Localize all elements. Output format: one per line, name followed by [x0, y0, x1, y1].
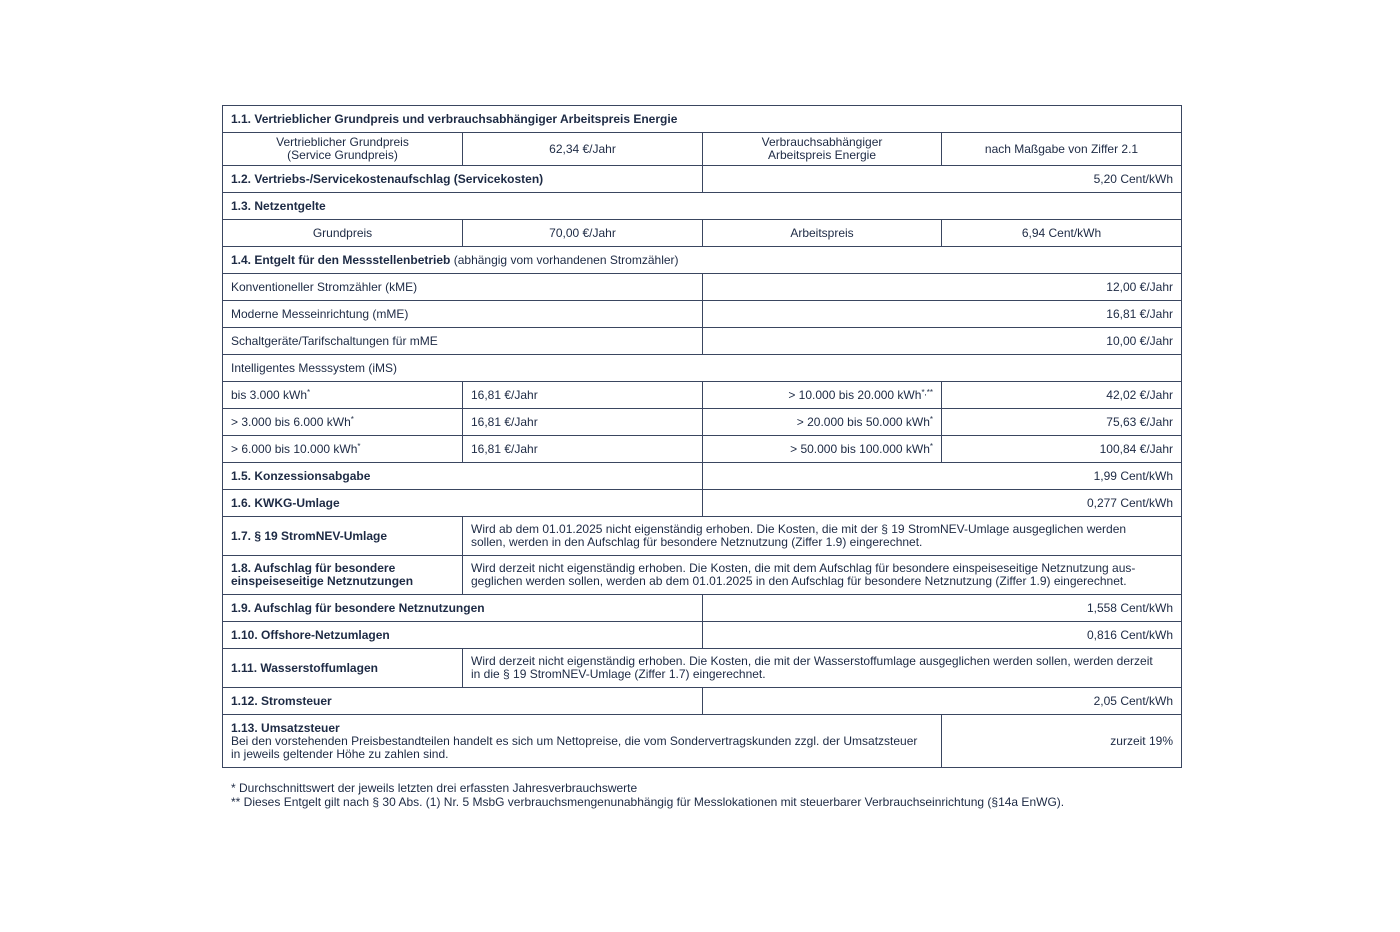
arbeitspreis-energie-label: [703, 133, 942, 166]
section-1-4-subtitle: (abhängig vom vorhandenen Stromzähler): [450, 252, 679, 267]
netz-grundpreis-value: 70,00 €/Jahr: [463, 220, 703, 247]
meter-price: 10,00 €/Jahr: [703, 328, 1182, 355]
section-1-5: [223, 463, 1182, 490]
ims-price-right: 75,63 €/Jahr: [942, 409, 1182, 436]
ims-price-right: 100,84 €/Jahr: [942, 436, 1182, 463]
section-1-3-prices: [223, 220, 1182, 247]
text-line: Wird derzeit nicht eigenständig erhoben. Die Kosten, die mit dem Aufschlag für besondere einspeiseseitige Netznutzung aus-: [471, 561, 1136, 575]
section-1-7-title: 1.7. § 19 StromNEV-Umlage: [223, 517, 463, 556]
section-1-4-header: [223, 247, 1182, 274]
range-text: > 20.000 bis 50.000 kWh: [796, 414, 930, 429]
footnote-mark: *,**: [921, 387, 933, 397]
section-1-8-text: [463, 556, 1182, 595]
meter-label: Konventioneller Stromzähler (kME): [223, 274, 703, 301]
netz-grundpreis-label: Grundpreis: [223, 220, 463, 247]
ims-range-left: [223, 409, 463, 436]
section-1-11-text: [463, 649, 1182, 688]
meter-price: 16,81 €/Jahr: [703, 301, 1182, 328]
section-1-11-title: 1.11. Wasserstoffumlagen: [223, 649, 463, 688]
section-1-4-title: 1.4. Entgelt für den Messstellenbetrieb: [231, 252, 451, 267]
meter-label: Schaltgeräte/Tarifschaltungen für mME: [223, 328, 703, 355]
footnote-mark: *: [357, 441, 361, 451]
footnotes: [231, 781, 1181, 809]
ims-price-left: 16,81 €/Jahr: [463, 409, 703, 436]
section-1-2-value: 5,20 Cent/kWh: [703, 166, 1182, 193]
section-1-6-value: 0,277 Cent/kWh: [703, 490, 1182, 517]
label-line: (Service Grundpreis): [287, 148, 398, 162]
section-1-1-title: 1.1. Vertrieblicher Grundpreis und verbrauchsabhängiger Arbeitspreis Energie: [223, 106, 1182, 133]
section-1-9-title: 1.9. Aufschlag für besondere Netznutzungen: [223, 595, 703, 622]
ims-price-right: 42,02 €/Jahr: [942, 382, 1182, 409]
netz-arbeitspreis-value: 6,94 Cent/kWh: [942, 220, 1182, 247]
ims-price-left: 16,81 €/Jahr: [463, 382, 703, 409]
ims-range-left: [223, 436, 463, 463]
section-1-13: [223, 715, 1182, 768]
footnote-mark: *: [929, 441, 933, 451]
section-1-13-value: zurzeit 19%: [942, 715, 1182, 768]
title-line: 1.8. Aufschlag für besondere: [231, 561, 396, 575]
section-1-10: [223, 622, 1182, 649]
text-line: Bei den vorstehenden Preisbestandteilen handelt es sich um Nettopreise, die vom Sondervertragskunden zzgl. der Umsatzsteuer: [231, 733, 918, 748]
price-table: [222, 105, 1182, 768]
table-row: [223, 274, 1182, 301]
vertrieblicher-grundpreis-label: [223, 133, 463, 166]
section-1-2: [223, 166, 1182, 193]
label-line: Verbrauchsabhängiger: [761, 135, 883, 149]
ims-range-right: [703, 382, 942, 409]
text-line: Wird derzeit nicht eigenständig erhoben. Die Kosten, die mit der Wasserstoffumlage ausgeglichen werden sollen, werden derzeit: [471, 654, 1153, 668]
ims-range-right: [703, 436, 942, 463]
footnote-mark: *: [307, 387, 311, 397]
section-1-4-heading: [223, 247, 1182, 274]
ims-row: [223, 409, 1182, 436]
section-1-10-title: 1.10. Offshore-Netzumlagen: [223, 622, 703, 649]
text-line: Wird ab dem 01.01.2025 nicht eigenständig erhoben. Die Kosten, die mit der § 19 StromNEV-Umlage ausgeglichen werden: [471, 522, 1127, 536]
ims-row: [223, 436, 1182, 463]
range-text: > 3.000 bis 6.000 kWh: [231, 414, 351, 429]
footnote-mark: *: [929, 414, 933, 424]
ims-range-left: [223, 382, 463, 409]
ims-price-left: 16,81 €/Jahr: [463, 436, 703, 463]
table-row: [223, 301, 1182, 328]
text-line: geglichen werden sollen, werden ab dem 01.01.2025 in den Aufschlag für besondere Netznutzung (Ziffer 1.9) eingerechnet.: [471, 574, 1127, 588]
text-line: in die § 19 StromNEV-Umlage (Ziffer 1.7) eingerechnet.: [471, 667, 766, 681]
ims-label: Intelligentes Messsystem (iMS): [223, 355, 1182, 382]
section-1-12-title: 1.12. Stromsteuer: [223, 688, 703, 715]
footnote-mark: *: [350, 414, 354, 424]
section-1-9: [223, 595, 1182, 622]
section-1-1-header: [223, 106, 1182, 133]
title-line: einspeiseseitige Netznutzungen: [231, 574, 414, 588]
range-text: > 6.000 bis 10.000 kWh: [231, 441, 358, 456]
section-1-13-text: [223, 715, 942, 768]
ims-row: [223, 382, 1182, 409]
section-1-8: [223, 556, 1182, 595]
text-line: in jeweils geltender Höhe zu zahlen sind.: [231, 746, 449, 761]
section-1-7: [223, 517, 1182, 556]
arbeitspreis-energie-value: nach Maßgabe von Ziffer 2.1: [942, 133, 1182, 166]
section-1-3-title: 1.3. Netzentgelte: [223, 193, 1182, 220]
section-1-10-value: 0,816 Cent/kWh: [703, 622, 1182, 649]
footnote: ** Dieses Entgelt gilt nach § 30 Abs. (1) Nr. 5 MsbG verbrauchsmengenunabhängig für Messlokationen mit steuerbarer Verbrauchseinrichtung (§14a EnWG).: [231, 795, 1065, 809]
section-1-5-title: 1.5. Konzessionsabgabe: [223, 463, 703, 490]
footnote: * Durchschnittswert der jeweils letzten drei erfassten Jahresverbrauchswerte: [231, 781, 638, 795]
section-1-1-prices: [223, 133, 1182, 166]
meter-label: Moderne Messeinrichtung (mME): [223, 301, 703, 328]
section-1-11: [223, 649, 1182, 688]
netz-arbeitspreis-label: Arbeitspreis: [703, 220, 942, 247]
table-row: [223, 328, 1182, 355]
range-text: > 50.000 bis 100.000 kWh: [790, 441, 930, 456]
section-1-6: [223, 490, 1182, 517]
section-1-12-value: 2,05 Cent/kWh: [703, 688, 1182, 715]
text-line: sollen, werden in den Aufschlag für besondere Netznutzung (Ziffer 1.9) eingerechnet.: [471, 535, 923, 549]
section-1-5-value: 1,99 Cent/kWh: [703, 463, 1182, 490]
section-1-12: [223, 688, 1182, 715]
section-1-7-text: [463, 517, 1182, 556]
section-1-13-title: 1.13. Umsatzsteuer: [231, 720, 340, 735]
vertrieblicher-grundpreis-value: 62,34 €/Jahr: [463, 133, 703, 166]
label-line: Arbeitspreis Energie: [767, 148, 877, 162]
label-line: Vertrieblicher Grundpreis: [276, 135, 409, 149]
section-1-6-title: 1.6. KWKG-Umlage: [223, 490, 703, 517]
ims-header: [223, 355, 1182, 382]
range-text: > 10.000 bis 20.000 kWh: [788, 387, 922, 402]
section-1-2-title: 1.2. Vertriebs-/Servicekostenaufschlag (Servicekosten): [223, 166, 703, 193]
range-text: bis 3.000 kWh: [231, 387, 308, 402]
section-1-3-header: [223, 193, 1182, 220]
section-1-9-value: 1,558 Cent/kWh: [703, 595, 1182, 622]
ims-range-right: [703, 409, 942, 436]
meter-price: 12,00 €/Jahr: [703, 274, 1182, 301]
section-1-8-title: [223, 556, 463, 595]
